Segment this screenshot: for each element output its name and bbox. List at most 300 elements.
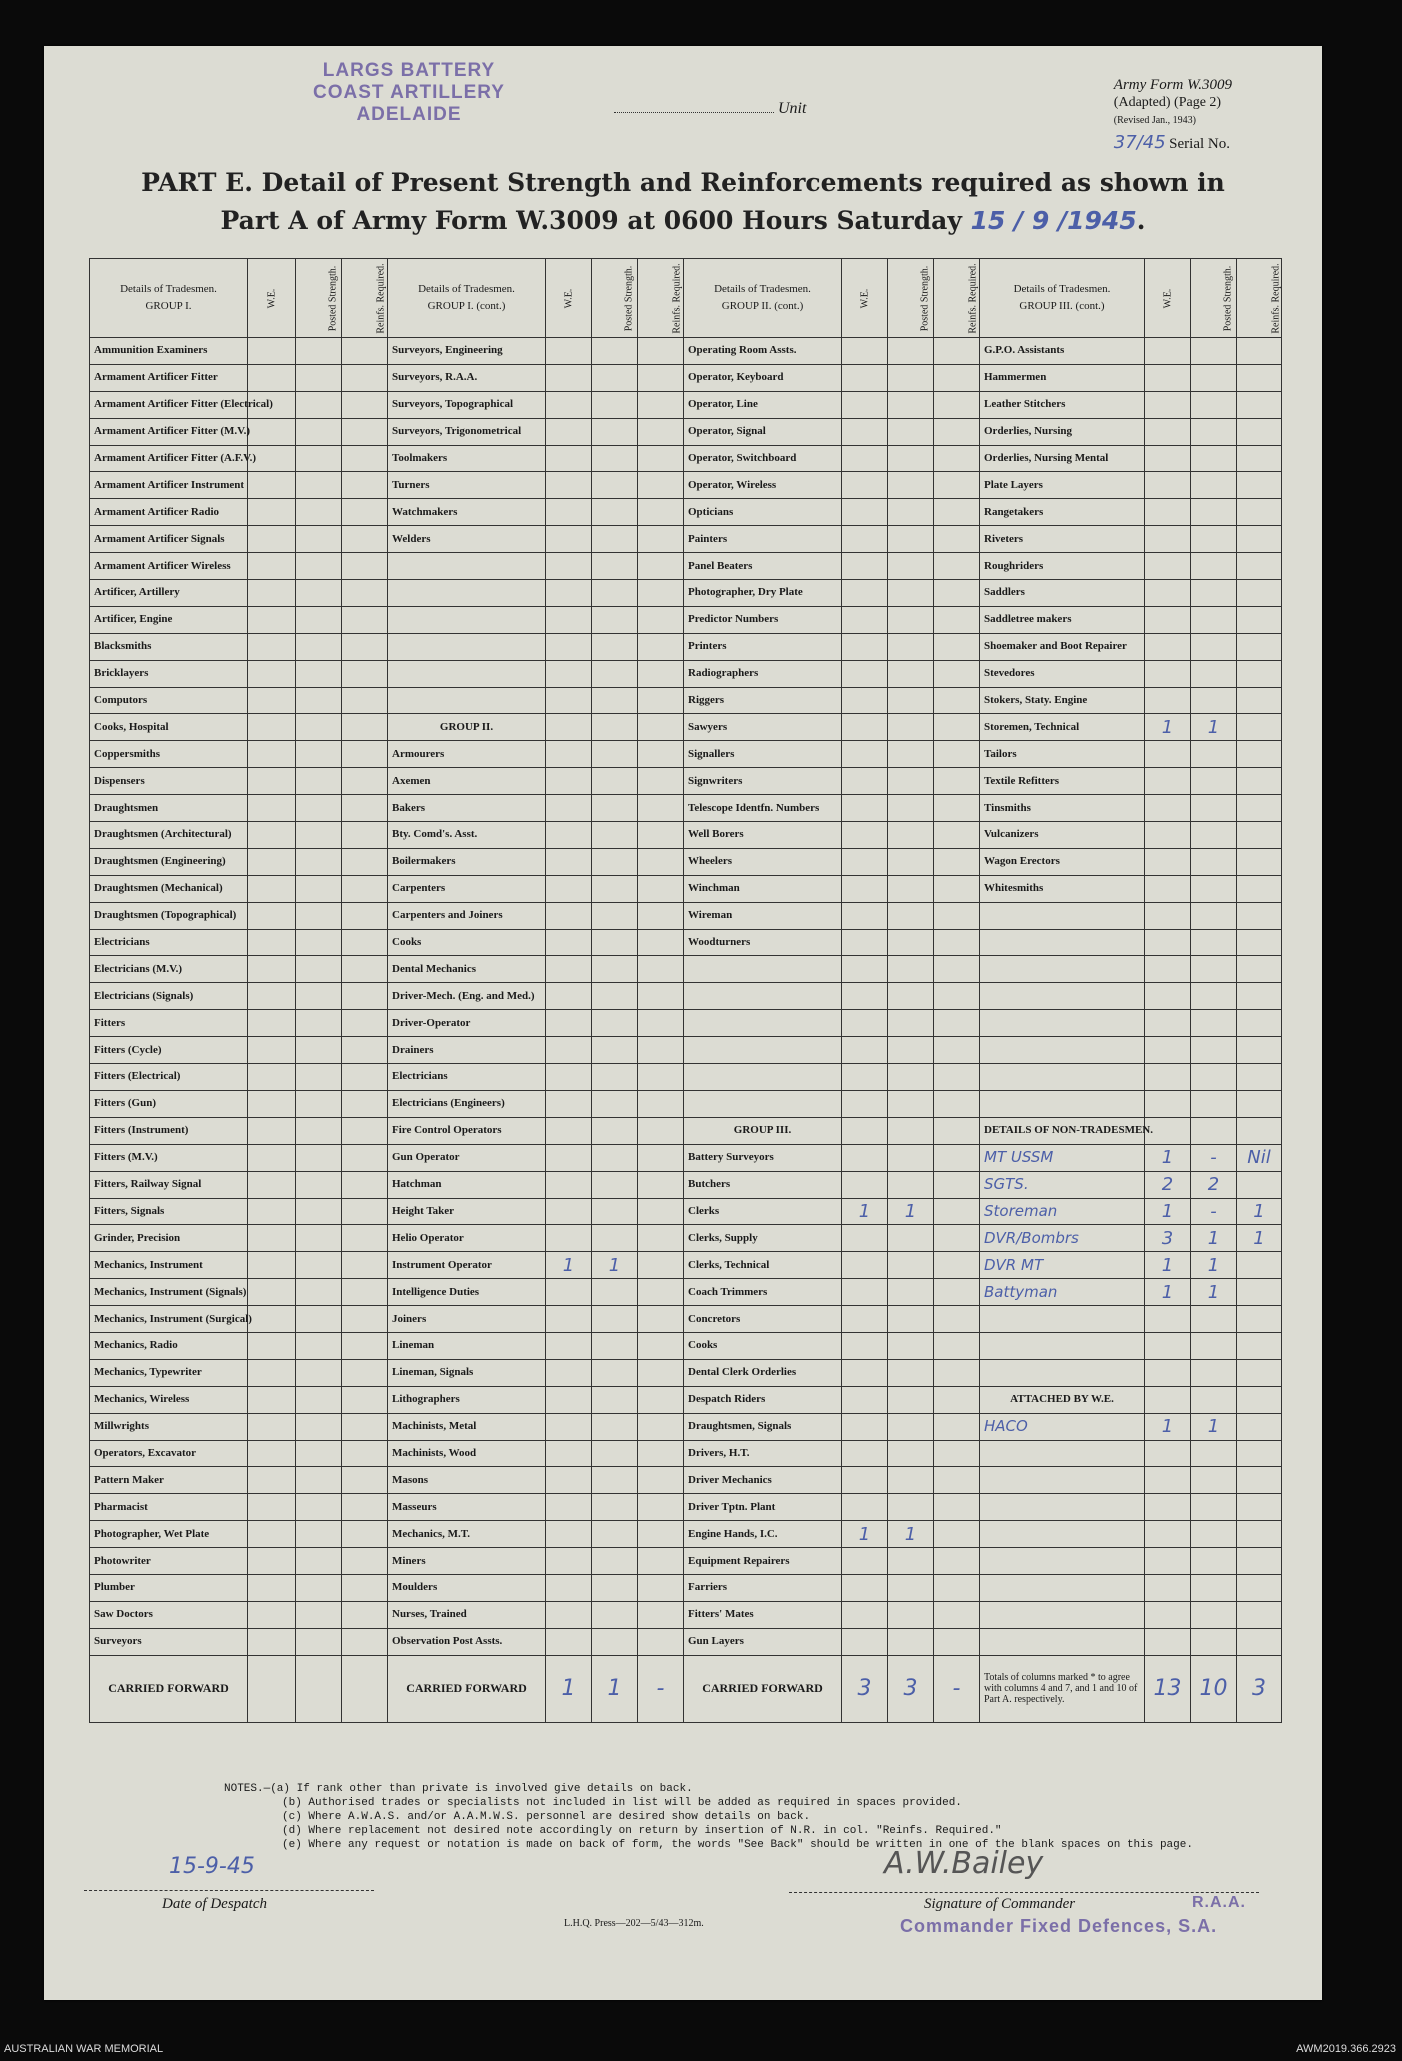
reinfs-required-cell[interactable] (342, 1574, 388, 1601)
reinfs-required-cell[interactable] (934, 1494, 980, 1521)
we-cell[interactable] (248, 472, 296, 499)
we-cell[interactable] (248, 580, 296, 607)
reinfs-required-cell[interactable] (342, 875, 388, 902)
posted-strength-cell[interactable] (888, 418, 934, 445)
posted-strength-cell[interactable] (888, 472, 934, 499)
posted-strength-cell[interactable] (296, 660, 342, 687)
posted-strength-cell[interactable] (1191, 391, 1237, 418)
reinfs-required-cell[interactable] (342, 902, 388, 929)
carried-posted-cell[interactable]: 10 (1191, 1655, 1237, 1722)
we-cell[interactable] (546, 445, 592, 472)
posted-strength-cell[interactable] (888, 795, 934, 822)
posted-strength-cell[interactable]: 1 (1191, 1252, 1237, 1279)
posted-strength-cell[interactable] (592, 1225, 638, 1252)
posted-strength-cell[interactable] (296, 929, 342, 956)
reinfs-required-cell[interactable] (342, 1090, 388, 1117)
carried-we-cell[interactable]: 1 (546, 1655, 592, 1722)
posted-strength-cell[interactable]: 2 (1191, 1171, 1237, 1198)
posted-strength-cell[interactable] (1191, 1359, 1237, 1386)
we-cell[interactable] (248, 1521, 296, 1548)
reinfs-required-cell[interactable]: 1 (1237, 1225, 1282, 1252)
reinfs-required-cell[interactable] (342, 822, 388, 849)
we-cell[interactable] (248, 1171, 296, 1198)
reinfs-required-cell[interactable] (934, 1144, 980, 1171)
carried-reinfs-cell[interactable] (342, 1655, 388, 1722)
we-cell[interactable] (248, 1198, 296, 1225)
reinfs-required-cell[interactable] (342, 741, 388, 768)
reinfs-required-cell[interactable] (934, 472, 980, 499)
posted-strength-cell[interactable] (888, 553, 934, 580)
posted-strength-cell[interactable] (1191, 338, 1237, 365)
reinfs-required-cell[interactable] (1237, 553, 1282, 580)
reinfs-required-cell[interactable] (638, 499, 684, 526)
reinfs-required-cell[interactable] (934, 1117, 980, 1144)
posted-strength-cell[interactable] (296, 1037, 342, 1064)
we-cell[interactable] (1145, 472, 1191, 499)
we-cell[interactable] (842, 1413, 888, 1440)
we-cell[interactable]: 2 (1145, 1171, 1191, 1198)
we-cell[interactable] (248, 1252, 296, 1279)
posted-strength-cell[interactable] (888, 1386, 934, 1413)
posted-strength-cell[interactable] (592, 1037, 638, 1064)
we-cell[interactable] (546, 1413, 592, 1440)
posted-strength-cell[interactable] (1191, 1494, 1237, 1521)
posted-strength-cell[interactable] (888, 768, 934, 795)
we-cell[interactable] (546, 956, 592, 983)
we-cell[interactable] (248, 1386, 296, 1413)
reinfs-required-cell[interactable] (934, 1601, 980, 1628)
we-cell[interactable] (546, 1521, 592, 1548)
we-cell[interactable] (1145, 445, 1191, 472)
we-cell[interactable] (546, 364, 592, 391)
reinfs-required-cell[interactable] (638, 795, 684, 822)
posted-strength-cell[interactable] (1191, 1548, 1237, 1575)
reinfs-required-cell[interactable] (638, 902, 684, 929)
we-cell[interactable]: 1 (1145, 1144, 1191, 1171)
we-cell[interactable]: 1 (842, 1521, 888, 1548)
posted-strength-cell[interactable] (888, 714, 934, 741)
reinfs-required-cell[interactable] (342, 1467, 388, 1494)
we-cell[interactable] (842, 1359, 888, 1386)
reinfs-required-cell[interactable] (934, 1628, 980, 1655)
we-cell[interactable] (546, 1198, 592, 1225)
posted-strength-cell[interactable] (296, 1010, 342, 1037)
we-cell[interactable] (248, 1413, 296, 1440)
posted-strength-cell[interactable] (1191, 1010, 1237, 1037)
posted-strength-cell[interactable] (296, 687, 342, 714)
reinfs-required-cell[interactable] (342, 472, 388, 499)
reinfs-required-cell[interactable] (638, 848, 684, 875)
reinfs-required-cell[interactable] (342, 580, 388, 607)
we-cell[interactable] (248, 929, 296, 956)
reinfs-required-cell[interactable] (934, 1413, 980, 1440)
posted-strength-cell[interactable] (592, 1090, 638, 1117)
posted-strength-cell[interactable]: 1 (1191, 1279, 1237, 1306)
posted-strength-cell[interactable] (296, 1306, 342, 1333)
posted-strength-cell[interactable] (888, 1090, 934, 1117)
reinfs-required-cell[interactable] (934, 1306, 980, 1333)
we-cell[interactable] (546, 1628, 592, 1655)
posted-strength-cell[interactable] (888, 1467, 934, 1494)
reinfs-required-cell[interactable] (342, 795, 388, 822)
posted-strength-cell[interactable] (888, 1440, 934, 1467)
reinfs-required-cell[interactable] (342, 553, 388, 580)
we-cell[interactable] (842, 1628, 888, 1655)
posted-strength-cell[interactable] (1191, 580, 1237, 607)
we-cell[interactable] (842, 1306, 888, 1333)
posted-strength-cell[interactable] (296, 1548, 342, 1575)
posted-strength-cell[interactable] (1191, 553, 1237, 580)
posted-strength-cell[interactable] (1191, 445, 1237, 472)
posted-strength-cell[interactable] (1191, 1521, 1237, 1548)
we-cell[interactable] (842, 795, 888, 822)
reinfs-required-cell[interactable] (1237, 1010, 1282, 1037)
we-cell[interactable] (1145, 1548, 1191, 1575)
posted-strength-cell[interactable] (592, 445, 638, 472)
we-cell[interactable] (248, 741, 296, 768)
reinfs-required-cell[interactable] (934, 848, 980, 875)
we-cell[interactable] (1145, 606, 1191, 633)
reinfs-required-cell[interactable] (638, 606, 684, 633)
we-cell[interactable] (248, 1306, 296, 1333)
we-cell[interactable] (248, 1548, 296, 1575)
posted-strength-cell[interactable] (296, 848, 342, 875)
we-cell[interactable] (1145, 499, 1191, 526)
reinfs-required-cell[interactable] (638, 1574, 684, 1601)
we-cell[interactable] (1145, 1090, 1191, 1117)
we-cell[interactable] (248, 1144, 296, 1171)
posted-strength-cell[interactable] (1191, 1440, 1237, 1467)
we-cell[interactable] (842, 1117, 888, 1144)
posted-strength-cell[interactable] (592, 1279, 638, 1306)
we-cell[interactable] (546, 983, 592, 1010)
reinfs-required-cell[interactable] (934, 1037, 980, 1064)
posted-strength-cell[interactable] (592, 1359, 638, 1386)
posted-strength-cell[interactable] (1191, 768, 1237, 795)
posted-strength-cell[interactable] (1191, 983, 1237, 1010)
reinfs-required-cell[interactable] (342, 714, 388, 741)
posted-strength-cell[interactable] (1191, 929, 1237, 956)
posted-strength-cell[interactable] (1191, 795, 1237, 822)
posted-strength-cell[interactable] (592, 1010, 638, 1037)
we-cell[interactable] (842, 1064, 888, 1091)
posted-strength-cell[interactable] (888, 1225, 934, 1252)
posted-strength-cell[interactable] (592, 795, 638, 822)
reinfs-required-cell[interactable] (1237, 983, 1282, 1010)
we-cell[interactable] (842, 714, 888, 741)
posted-strength-cell[interactable] (592, 1198, 638, 1225)
reinfs-required-cell[interactable] (342, 418, 388, 445)
carried-reinfs-cell[interactable]: - (638, 1655, 684, 1722)
reinfs-required-cell[interactable] (638, 1279, 684, 1306)
reinfs-required-cell[interactable]: 1 (1237, 1198, 1282, 1225)
we-cell[interactable] (546, 526, 592, 553)
we-cell[interactable] (546, 1144, 592, 1171)
posted-strength-cell[interactable] (296, 1413, 342, 1440)
posted-strength-cell[interactable] (296, 1359, 342, 1386)
posted-strength-cell[interactable] (296, 472, 342, 499)
posted-strength-cell[interactable] (888, 956, 934, 983)
we-cell[interactable] (842, 902, 888, 929)
reinfs-required-cell[interactable] (934, 1521, 980, 1548)
we-cell[interactable] (1145, 1494, 1191, 1521)
we-cell[interactable] (1145, 1064, 1191, 1091)
reinfs-required-cell[interactable] (1237, 956, 1282, 983)
we-cell[interactable] (1145, 364, 1191, 391)
reinfs-required-cell[interactable] (638, 1090, 684, 1117)
posted-strength-cell[interactable] (296, 364, 342, 391)
we-cell[interactable] (1145, 1010, 1191, 1037)
we-cell[interactable] (842, 1252, 888, 1279)
we-cell[interactable]: 1 (546, 1252, 592, 1279)
posted-strength-cell[interactable] (592, 875, 638, 902)
reinfs-required-cell[interactable] (638, 1037, 684, 1064)
we-cell[interactable] (248, 1440, 296, 1467)
posted-strength-cell[interactable] (592, 1144, 638, 1171)
posted-strength-cell[interactable] (296, 822, 342, 849)
reinfs-required-cell[interactable] (1237, 822, 1282, 849)
we-cell[interactable] (842, 499, 888, 526)
reinfs-required-cell[interactable] (638, 687, 684, 714)
reinfs-required-cell[interactable] (342, 660, 388, 687)
reinfs-required-cell[interactable] (638, 418, 684, 445)
reinfs-required-cell[interactable] (1237, 1601, 1282, 1628)
posted-strength-cell[interactable] (1191, 1037, 1237, 1064)
reinfs-required-cell[interactable] (934, 1090, 980, 1117)
posted-strength-cell[interactable] (296, 1064, 342, 1091)
reinfs-required-cell[interactable] (638, 364, 684, 391)
posted-strength-cell[interactable] (592, 1467, 638, 1494)
reinfs-required-cell[interactable] (342, 1628, 388, 1655)
posted-strength-cell[interactable] (888, 983, 934, 1010)
we-cell[interactable] (248, 714, 296, 741)
we-cell[interactable] (1145, 741, 1191, 768)
reinfs-required-cell[interactable] (638, 1306, 684, 1333)
posted-strength-cell[interactable] (592, 364, 638, 391)
carried-reinfs-cell[interactable]: - (934, 1655, 980, 1722)
posted-strength-cell[interactable]: 1 (1191, 1225, 1237, 1252)
we-cell[interactable] (546, 1386, 592, 1413)
we-cell[interactable] (842, 580, 888, 607)
reinfs-required-cell[interactable] (1237, 714, 1282, 741)
posted-strength-cell[interactable] (592, 1413, 638, 1440)
reinfs-required-cell[interactable] (1237, 580, 1282, 607)
reinfs-required-cell[interactable] (638, 1628, 684, 1655)
we-cell[interactable] (1145, 875, 1191, 902)
reinfs-required-cell[interactable] (934, 553, 980, 580)
we-cell[interactable]: 1 (842, 1198, 888, 1225)
posted-strength-cell[interactable] (888, 606, 934, 633)
reinfs-required-cell[interactable] (1237, 1413, 1282, 1440)
we-cell[interactable] (546, 1601, 592, 1628)
posted-strength-cell[interactable] (592, 1117, 638, 1144)
reinfs-required-cell[interactable] (638, 633, 684, 660)
reinfs-required-cell[interactable] (934, 1548, 980, 1575)
reinfs-required-cell[interactable] (638, 1440, 684, 1467)
we-cell[interactable] (842, 1144, 888, 1171)
reinfs-required-cell[interactable] (934, 418, 980, 445)
we-cell[interactable] (546, 1090, 592, 1117)
posted-strength-cell[interactable] (888, 1064, 934, 1091)
reinfs-required-cell[interactable] (342, 364, 388, 391)
reinfs-required-cell[interactable] (1237, 875, 1282, 902)
posted-strength-cell[interactable] (1191, 1467, 1237, 1494)
reinfs-required-cell[interactable] (1237, 1037, 1282, 1064)
posted-strength-cell[interactable] (592, 1332, 638, 1359)
posted-strength-cell[interactable] (296, 1467, 342, 1494)
posted-strength-cell[interactable] (296, 1601, 342, 1628)
posted-strength-cell[interactable] (888, 1548, 934, 1575)
reinfs-required-cell[interactable] (934, 660, 980, 687)
posted-strength-cell[interactable] (592, 1306, 638, 1333)
posted-strength-cell[interactable] (888, 875, 934, 902)
we-cell[interactable] (1145, 822, 1191, 849)
we-cell[interactable] (1145, 1521, 1191, 1548)
we-cell[interactable]: 1 (1145, 1279, 1191, 1306)
we-cell[interactable] (248, 499, 296, 526)
posted-strength-cell[interactable] (1191, 606, 1237, 633)
posted-strength-cell[interactable] (1191, 1332, 1237, 1359)
we-cell[interactable] (546, 929, 592, 956)
posted-strength-cell[interactable] (888, 1628, 934, 1655)
posted-strength-cell[interactable] (592, 1494, 638, 1521)
posted-strength-cell[interactable] (296, 1171, 342, 1198)
we-cell[interactable] (842, 1548, 888, 1575)
we-cell[interactable] (1145, 580, 1191, 607)
we-cell[interactable] (546, 1010, 592, 1037)
reinfs-required-cell[interactable] (934, 1252, 980, 1279)
reinfs-required-cell[interactable] (342, 1601, 388, 1628)
reinfs-required-cell[interactable] (342, 687, 388, 714)
we-cell[interactable]: 1 (1145, 714, 1191, 741)
reinfs-required-cell[interactable] (638, 580, 684, 607)
reinfs-required-cell[interactable] (1237, 338, 1282, 365)
posted-strength-cell[interactable] (592, 580, 638, 607)
reinfs-required-cell[interactable] (638, 1359, 684, 1386)
we-cell[interactable] (248, 1010, 296, 1037)
reinfs-required-cell[interactable] (342, 1252, 388, 1279)
posted-strength-cell[interactable] (888, 660, 934, 687)
reinfs-required-cell[interactable] (342, 1359, 388, 1386)
reinfs-required-cell[interactable] (342, 929, 388, 956)
we-cell[interactable] (1145, 1037, 1191, 1064)
we-cell[interactable] (842, 1601, 888, 1628)
posted-strength-cell[interactable]: 1 (592, 1252, 638, 1279)
reinfs-required-cell[interactable] (638, 1225, 684, 1252)
posted-strength-cell[interactable] (592, 929, 638, 956)
posted-strength-cell[interactable] (296, 1521, 342, 1548)
reinfs-required-cell[interactable] (934, 795, 980, 822)
we-cell[interactable] (248, 1117, 296, 1144)
posted-strength-cell[interactable] (888, 1010, 934, 1037)
posted-strength-cell[interactable]: 1 (888, 1198, 934, 1225)
posted-strength-cell[interactable] (888, 687, 934, 714)
reinfs-required-cell[interactable] (342, 848, 388, 875)
posted-strength-cell[interactable]: 1 (1191, 714, 1237, 741)
posted-strength-cell[interactable] (1191, 687, 1237, 714)
posted-strength-cell[interactable] (592, 499, 638, 526)
reinfs-required-cell[interactable] (1237, 606, 1282, 633)
reinfs-required-cell[interactable] (1237, 418, 1282, 445)
reinfs-required-cell[interactable] (638, 1010, 684, 1037)
posted-strength-cell[interactable] (1191, 472, 1237, 499)
we-cell[interactable] (248, 553, 296, 580)
reinfs-required-cell[interactable] (342, 1171, 388, 1198)
posted-strength-cell[interactable] (1191, 848, 1237, 875)
posted-strength-cell[interactable] (296, 1332, 342, 1359)
we-cell[interactable] (546, 1494, 592, 1521)
posted-strength-cell[interactable] (296, 553, 342, 580)
reinfs-required-cell[interactable] (638, 1601, 684, 1628)
we-cell[interactable] (1145, 1628, 1191, 1655)
we-cell[interactable] (546, 499, 592, 526)
we-cell[interactable] (546, 741, 592, 768)
reinfs-required-cell[interactable] (638, 1332, 684, 1359)
we-cell[interactable] (1145, 795, 1191, 822)
posted-strength-cell[interactable] (592, 553, 638, 580)
reinfs-required-cell[interactable] (1237, 1359, 1282, 1386)
posted-strength-cell[interactable] (888, 902, 934, 929)
posted-strength-cell[interactable] (888, 445, 934, 472)
reinfs-required-cell[interactable] (1237, 1494, 1282, 1521)
reinfs-required-cell[interactable] (342, 1064, 388, 1091)
reinfs-required-cell[interactable] (342, 338, 388, 365)
we-cell[interactable] (546, 580, 592, 607)
posted-strength-cell[interactable] (888, 364, 934, 391)
posted-strength-cell[interactable] (592, 526, 638, 553)
we-cell[interactable] (842, 1171, 888, 1198)
we-cell[interactable] (248, 1628, 296, 1655)
reinfs-required-cell[interactable] (1237, 1064, 1282, 1091)
reinfs-required-cell[interactable] (1237, 1628, 1282, 1655)
reinfs-required-cell[interactable] (342, 1440, 388, 1467)
we-cell[interactable] (248, 1064, 296, 1091)
we-cell[interactable] (248, 795, 296, 822)
we-cell[interactable] (1145, 418, 1191, 445)
reinfs-required-cell[interactable] (1237, 687, 1282, 714)
reinfs-required-cell[interactable] (934, 1198, 980, 1225)
we-cell[interactable] (248, 983, 296, 1010)
posted-strength-cell[interactable] (888, 1171, 934, 1198)
we-cell[interactable] (1145, 1440, 1191, 1467)
we-cell[interactable]: 1 (1145, 1413, 1191, 1440)
we-cell[interactable] (842, 633, 888, 660)
carried-we-cell[interactable]: 13 (1145, 1655, 1191, 1722)
reinfs-required-cell[interactable] (638, 741, 684, 768)
posted-strength-cell[interactable] (1191, 1386, 1237, 1413)
we-cell[interactable] (248, 1494, 296, 1521)
reinfs-required-cell[interactable] (1237, 1574, 1282, 1601)
we-cell[interactable] (1145, 956, 1191, 983)
posted-strength-cell[interactable] (592, 902, 638, 929)
we-cell[interactable] (546, 1440, 592, 1467)
posted-strength-cell[interactable] (296, 606, 342, 633)
reinfs-required-cell[interactable] (1237, 1279, 1282, 1306)
posted-strength-cell[interactable] (296, 1628, 342, 1655)
posted-strength-cell[interactable] (592, 1440, 638, 1467)
posted-strength-cell[interactable] (592, 1548, 638, 1575)
we-cell[interactable] (842, 1440, 888, 1467)
reinfs-required-cell[interactable] (934, 1225, 980, 1252)
we-cell[interactable] (248, 1359, 296, 1386)
we-cell[interactable] (546, 472, 592, 499)
we-cell[interactable] (842, 741, 888, 768)
posted-strength-cell[interactable] (296, 391, 342, 418)
reinfs-required-cell[interactable] (342, 1144, 388, 1171)
reinfs-required-cell[interactable] (638, 660, 684, 687)
posted-strength-cell[interactable] (592, 714, 638, 741)
reinfs-required-cell[interactable] (342, 1010, 388, 1037)
